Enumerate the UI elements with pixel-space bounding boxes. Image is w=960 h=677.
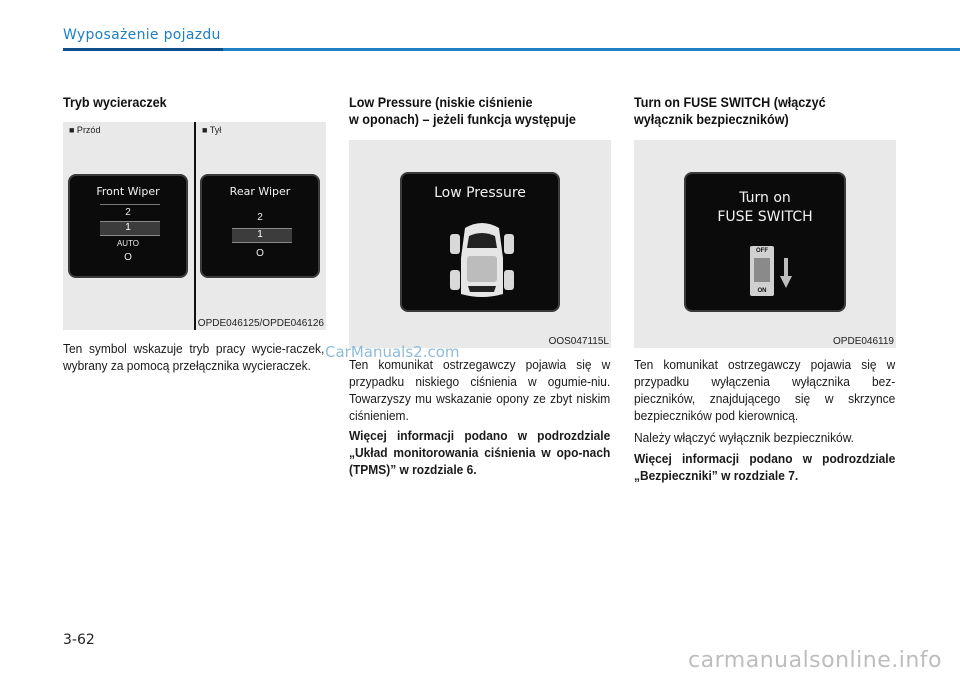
heading-low-pressure: Low Pressure (niskie ciśnienie w oponach) – jeżeli funkcja występuje [349,94,576,127]
switch-off-label: OFF [756,248,768,254]
figure-fuse-switch [634,140,896,348]
watermark: CarManuals2.com [325,343,460,361]
paragraph-wiper-mode: Ten symbol wskazuje tryb pracy wycie-raczek, wybrany za pomocą przełącznika wycieraczek. [63,341,325,373]
fuse-switch-graphic [750,246,774,296]
paragraph-fuse-switch-action: Należy włączyć wyłącznik bezpieczników. [634,430,855,445]
front-wiper-panel [68,174,188,278]
rear-pos-off: O [256,248,264,259]
figure-low-pressure [349,140,611,348]
page-number: 3-62 [63,632,95,648]
car-tire-icon [447,218,517,302]
figure-caption: OOS047115L [548,336,609,347]
figure-caption: OPDE046125/OPDE046126 [197,318,324,329]
header-rule-accent [63,48,223,51]
rear-pos-1: 1 [257,229,263,240]
heading-fuse-switch: Turn on FUSE SWITCH (włączyć wyłącznik bezpieczników) [634,94,826,127]
rear-pos-2: 2 [257,212,263,223]
column-low-pressure [349,94,611,128]
paragraph-low-pressure: Ten komunikat ostrzegawczy pojawia się w przypadku niskiego ciśnienia w ogumie-niu. Towarzyszy mu wskazanie opony ze zbyt niskim ciśnieniem. [349,357,611,423]
label-front: ■ Przód [69,125,101,135]
low-pressure-title: Low Pressure [434,185,526,201]
front-pos-1: 1 [125,222,131,233]
front-pos-off: O [124,252,132,263]
paragraph-fuse-switch-reference: Więcej informacji podano w podrozdziale „Bezpieczniki” w rozdziale 7. [634,451,896,483]
fuse-switch-line1: Turn on [739,190,791,206]
paragraph-low-pressure-reference: Więcej informacji podano w podrozdziale „Układ monitorowania ciśnienia w opo-nach (TPMS)” w rozdziale 6. [349,428,611,477]
label-rear: ■ Tył [202,125,222,135]
switch-on-label: ON [757,288,767,294]
front-wiper-title: Front Wiper [96,185,160,198]
site-watermark: carmanualsonline.info [688,648,942,673]
figure-divider [194,122,196,330]
section-title: Wyposażenie pojazdu [63,27,221,43]
heading-wiper-mode: Tryb wycieraczek [63,94,167,110]
fuse-switch-screen [684,172,846,312]
column-wiper-mode [63,94,325,111]
column-fuse-switch [634,94,896,128]
front-pos-2: 2 [125,207,131,218]
rear-wiper-title: Rear Wiper [229,185,291,198]
low-pressure-screen [400,172,560,312]
rear-wiper-panel [200,174,320,278]
front-pos-auto: AUTO [116,239,140,248]
paragraph-fuse-switch: Ten komunikat ostrzegawczy pojawia się w przypadku wyłączenia wyłącznika bez-pieczników, znajdującego się w skrzynce bezpieczników pod kierownicą. [634,357,896,423]
fuse-switch-line2: FUSE SWITCH [717,209,813,225]
figure-caption: OPDE046119 [833,336,894,347]
arrow-down-icon [780,258,792,288]
figure-wiper-mode [63,122,326,330]
